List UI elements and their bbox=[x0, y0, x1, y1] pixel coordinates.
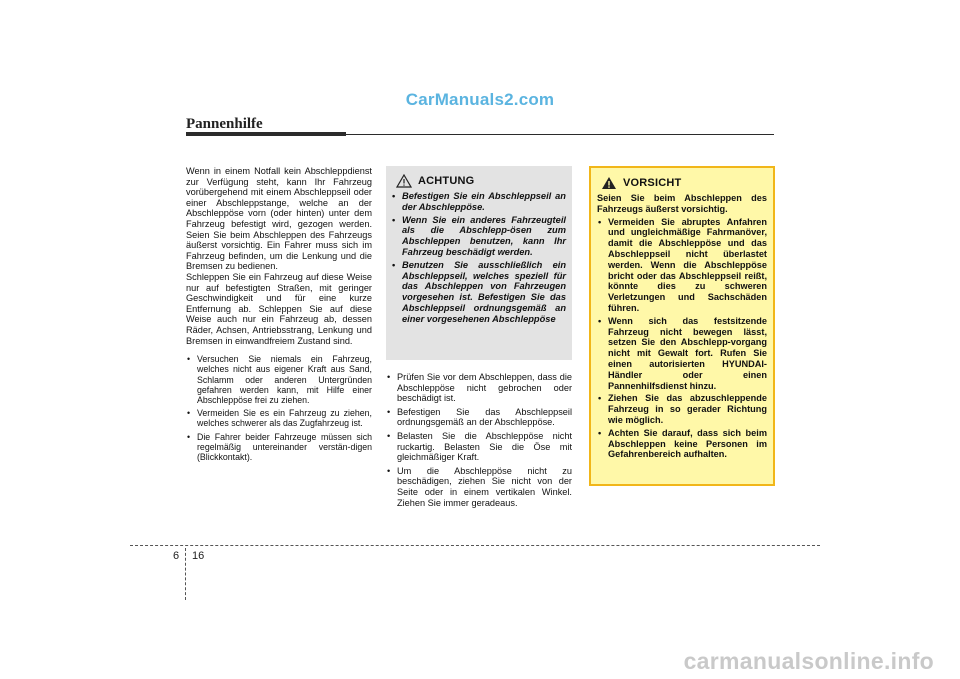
column-middle bbox=[386, 166, 572, 511]
achtung-title: ACHTUNG bbox=[418, 175, 475, 187]
list-item: • Wenn Sie ein anderes Fahrzeugteil als die Abschlepp-ösen zum Abschleppen benutzen, kann Ihr Fahrzeug beschädigt werden. bbox=[392, 215, 566, 258]
list-item: • Vermeiden Sie es ein Fahrzeug zu ziehen, welches schwerer als das Zugfahrzeug ist. bbox=[186, 408, 372, 428]
list-item: • Wenn sich das festsitzende Fahrzeug nicht bewegen lässt, setzen Sie den Abschlepp-vorgang nicht mit Gewalt fort. Rufen Sie einen autorisierten HYUNDAI-Händler oder einen Pannenhilfsdienst hinzu. bbox=[597, 316, 767, 392]
vorsicht-header bbox=[597, 176, 767, 190]
list-item: • Befestigen Sie das Abschleppseil ordnungsgemäß an der Abschleppöse. bbox=[386, 407, 572, 428]
list-item: • Prüfen Sie vor dem Abschleppen, dass die Abschleppöse nicht gebrochen oder beschädigt ist. bbox=[386, 372, 572, 404]
vorsicht-intro: Seien Sie beim Abschleppen des Fahrzeugs äußerst vorsichtig. bbox=[597, 193, 767, 214]
achtung-list bbox=[392, 191, 566, 325]
section-title: Pannenhilfe bbox=[186, 116, 263, 132]
warning-triangle-outline-icon bbox=[396, 174, 412, 188]
list-item: • Befestigen Sie ein Abschleppseil an der Abschleppöse. bbox=[392, 191, 566, 213]
vorsicht-list bbox=[597, 217, 767, 461]
vorsicht-caution-box bbox=[589, 166, 775, 486]
list-item: • Vermeiden Sie abruptes Anfahren und ungleichmäßige Fahrmanöver, damit die Abschleppöse und das Abschleppseil nicht überlastet werden. Wenn die Abschleppöse bricht oder das Abschleppseil reißt, könnte dies zu schweren Verletzungen und Sachschäden führen. bbox=[597, 217, 767, 314]
list-item: • Belasten Sie die Abschleppöse nicht ruckartig. Belasten Sie die Öse mit gleichmäßiger Kraft. bbox=[386, 431, 572, 463]
watermark-carmanuals2: CarManuals2.com bbox=[405, 90, 555, 109]
header-bar-thick bbox=[186, 132, 346, 136]
chapter-number: 6 bbox=[173, 550, 180, 562]
list-item: • Ziehen Sie das abzuschleppende Fahrzeug in so gerader Richtung wie möglich. bbox=[597, 393, 767, 425]
column-left bbox=[186, 166, 372, 465]
list-item: • Versuchen Sie niemals ein Fahrzeug, welches nicht aus eigener Kraft aus Sand, Schlamm oder anderen Untergründen gefahren werden kann, mit Hilfe einer Abschleppöse frei zu ziehen. bbox=[186, 354, 372, 405]
achtung-warning-box bbox=[386, 166, 572, 360]
towing-paragraph: Schleppen Sie ein Fahrzeug auf diese Weise nur auf befestigten Straßen, mit geringer Geschwindigkeit und für eine kurze Entfernung ab. Schleppen Sie auf diese Weise auch nur ein Fahrzeug ab, dessen Räder, Achsen, Antriebsstrang, Lenkung und Bremsen in einwandfreiem Zustand sind. bbox=[186, 271, 372, 346]
vorsicht-title: VORSICHT bbox=[623, 177, 682, 189]
list-item: • Die Fahrer beider Fahrzeuge müssen sich regelmäßig untereinander verstän-digen (Blickkontakt). bbox=[186, 432, 372, 463]
left-bullet-list bbox=[186, 354, 372, 462]
watermark-carmanualsonline: carmanualsonline.info bbox=[683, 648, 934, 674]
list-item: • Um die Abschleppöse nicht zu beschädigen, ziehen Sie nicht von der Seite oder in einem vertikalen Winkel. Ziehen Sie immer geradeaus. bbox=[386, 466, 572, 508]
footer-dashed-rule bbox=[130, 545, 820, 546]
middle-bullet-list bbox=[386, 372, 572, 508]
header-rule bbox=[346, 134, 774, 135]
list-item: • Achten Sie darauf, dass sich beim Abschleppen keine Personen im Gefahrenbereich aufhalten. bbox=[597, 428, 767, 460]
list-item: • Benutzen Sie ausschließlich ein Abschleppseil, welches speziell für das Abschleppen von Fahrzeugen vorgesehen ist. Befestigen Sie das Abschleppseil ordnungsgemäß an einer vorgesehenen Abschleppöse bbox=[392, 260, 566, 325]
intro-paragraph: Wenn in einem Notfall kein Abschleppdienst zur Verfügung steht, kann Ihr Fahrzeug vorübergehend mit einem Abschleppseil oder einer Abschleppstange, welche an der Abschleppöse vorn (oder hinten) unter dem Fahrzeug befestigt wird, gezogen werden. Seien Sie beim Abschleppen des Fahrzeugs äußerst vorsichtig. Ein Fahrer muss sich im Fahrzeug befinden, um die Lenkung und die Bremsen zu bedienen. bbox=[186, 166, 372, 272]
footer-vertical-dashed-rule bbox=[185, 548, 186, 600]
page-number: 16 bbox=[192, 550, 205, 562]
achtung-header bbox=[392, 174, 566, 188]
warning-triangle-filled-icon bbox=[601, 176, 617, 190]
